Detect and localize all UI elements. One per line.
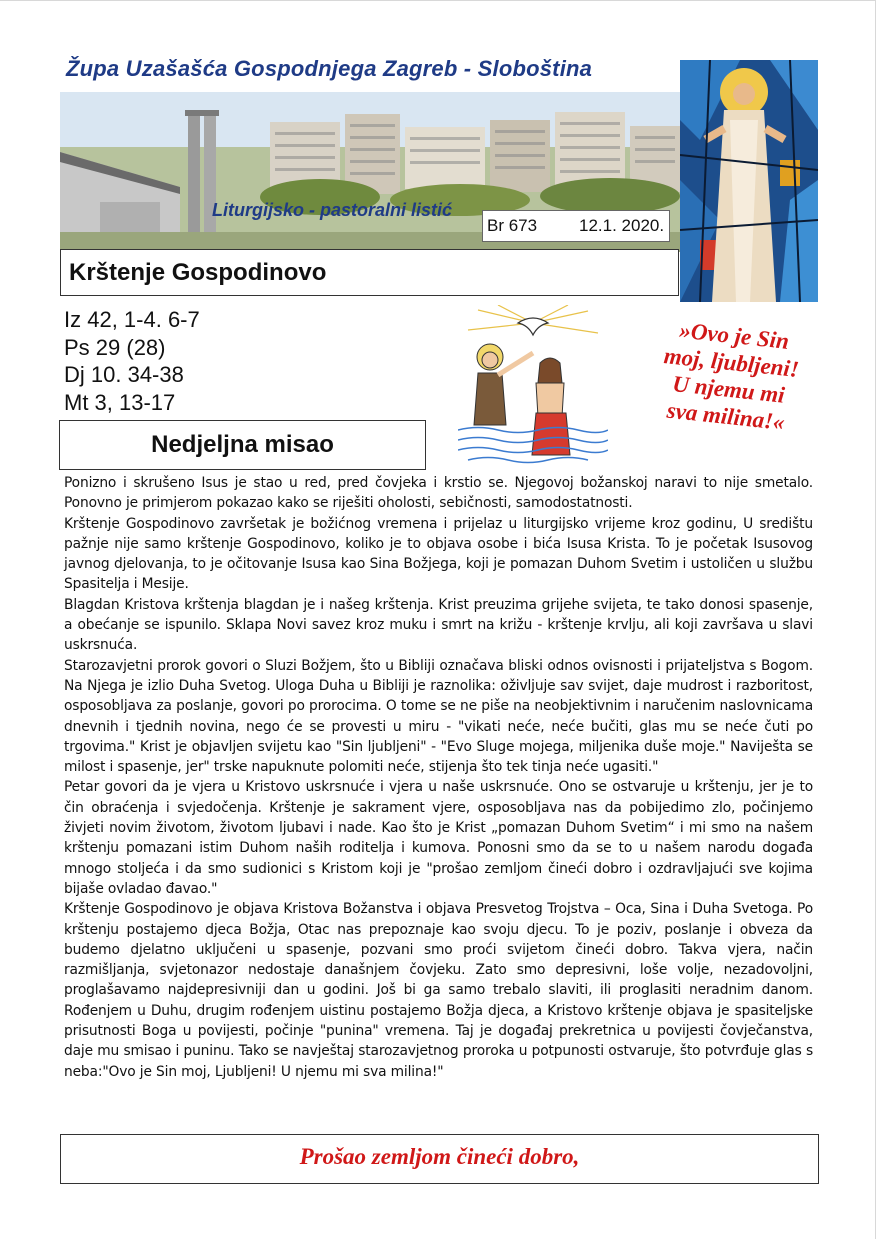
reading-item: Dj 10. 34-38 xyxy=(64,362,184,387)
article-paragraph: Krštenje Gospodinovo je objava Kristova Božanstva i objava Presvetog Trojstva – Oca, Sina i Duha Svetoga. Po krštenju postajemo djeca Božja, Otac nas prepoznaje kao svoju djecu. To je poziv, poslanje i obveza da budemo djelatno uključeni u spasenje, pozvani smo proći svijetom čineći dobro. Takva vjera, način razmišljanja, svjetonazor nedostaje današnjem čovjeku. Zato smo depresivni, loše volje, nezadovoljni, proglašavamo najdepresivniji dan u godini. Još bi ga samo trebalo slaviti, ili proglasiti neradnim danom. Rođenjem u Duhu, drugim rođenjem uistinu postajemo Božja djeca, a Kristovo krštenje objava je spasiteljske prisutnosti Boga u povijesti, počinje "punina" vremena. Taj je događaj prekretnica u povijesti čovječanstva, daje mu smisao i puninu. Tako se navještaj starozavjetnog proroka u potpunosti ostvaruje, što potvrđuje glas s neba:"Ovo je Sin moj, Ljubljeni! U njemu mi sva milina!" xyxy=(64,901,813,1080)
quote-line: U njemu mi xyxy=(671,371,786,408)
article-paragraph: Blagdan Kristova krštenja blagdan je i našeg krštenja. Krist preuzima grijehe svijeta, te tako donosi spasenje, a obećanje se ispunilo. Sklapa Novi savez kroz muku i smrt na križu - krštenje krvlju, ali koji završava u slavi uskrsnuća. xyxy=(64,596,813,654)
section-heading-box xyxy=(59,420,426,470)
bottom-heading: Prošao zemljom čineći dobro, xyxy=(299,1144,580,1169)
article-paragraph: Petar govori da je vjera u Kristovo uskrsnuće i vjera u naše uskrsnuće. Ono se ostvaruje u krštenju, jer je to čin obraćenja i svjedočenja. Krštenje je sakrament vjere, osposobljava nas da pobijedimo zlo, počinjemo živjeti novim životom, životom ljubavi i nade. Kao što je Krist „pomazan Duhom Svetim“ i mi smo na našem krštenju pomazani istim Duhom naših roditelja i kumova. Ponosni smo da se to u našem narodu događa mnogo stoljeća i da smo sudionici s Kristom koji je "prošao zemljom čineći dobro i ozdravljajući sve kojima bijaše ovladao đavao." xyxy=(64,779,813,897)
issue-date: 12.1. 2020. xyxy=(579,216,665,235)
feast-title-box xyxy=(60,249,679,296)
header xyxy=(60,56,680,246)
bottom-heading-box xyxy=(60,1134,819,1184)
reading-item: Ps 29 (28) xyxy=(64,334,166,360)
reading-item: Iz 42, 1-4. 6-7 xyxy=(64,307,200,332)
parish-title: Župa Uzašašća Gospodnjega Zagreb - Sloboština xyxy=(66,56,593,81)
article-body xyxy=(64,473,813,1082)
baptism-illustration xyxy=(458,305,608,465)
quote-line: sva milina!« xyxy=(665,397,786,435)
reading-item: Mt 3, 13-17 xyxy=(64,389,176,415)
stained-glass-window xyxy=(680,60,818,302)
quote-line: moj, ljubljeni! xyxy=(662,343,801,383)
bulletin-subtitle: Liturgijsko - pastoralni listić xyxy=(212,200,453,220)
issue-number: Br 673 xyxy=(487,216,538,235)
article-paragraph: Ponizno i skrušeno Isus je stao u red, pred čovjeka i krstio se. Njegovoj božanskoj naravi to nije smetalo. Ponovno je primjerom pokazao kako se riješiti oholosti, sebičnosti, samodostatnosti. xyxy=(64,475,813,512)
feast-title: Krštenje Gospodinovo xyxy=(69,259,327,286)
quote-line: »Ovo je Sin xyxy=(678,317,791,354)
article-paragraph: Starozavjetni prorok govori o Sluzi Božjem, što u Bibliji označava bliski odnos ovisnosti i prijateljstva s Bogom. Na Njega je izlio Duha Svetog. Uloga Duha u Bibliji je raznolika: oživljuje sav svijet, daje mudrost i razboritost, osposobljava za poslanje, govori po prorocima. O tome se ne piše na neobjektivnim i naručenim naslovnicama dnevnih i tjednih novina, nego će se provesti u miru - "vikati neće, neće bučiti, glas mu se neće čuti po trgovima." Krist je objavljen svijetu kao "Sin ljubljeni" - "Evo Sluge mojega, miljenika duše moje." Naviješta se milost i spasenje, jer" trske napuknute polomiti neće, stijenja što tek tinja neće ugasiti." xyxy=(64,657,813,776)
gospel-quote xyxy=(635,313,825,439)
article-paragraph: Krštenje Gospodinovo završetak je božićnog vremena i prijelaz u liturgijsko vrijeme kroz godinu, U središtu pažnje nije samo krštenje Gospodinovo, koliko je to objava osobe i bića Isusa Krista. To je početak Isusovog javnog djelovanja, to je očitovanje Isusa kao Sina Božjega, koji je pomazan Duhom Svetim i ustoličen u službu Spasitelja i Mesije. xyxy=(64,515,813,593)
readings-list xyxy=(64,306,200,416)
issue-box xyxy=(482,210,670,242)
section-title: Nedjeljna misao xyxy=(151,431,334,458)
